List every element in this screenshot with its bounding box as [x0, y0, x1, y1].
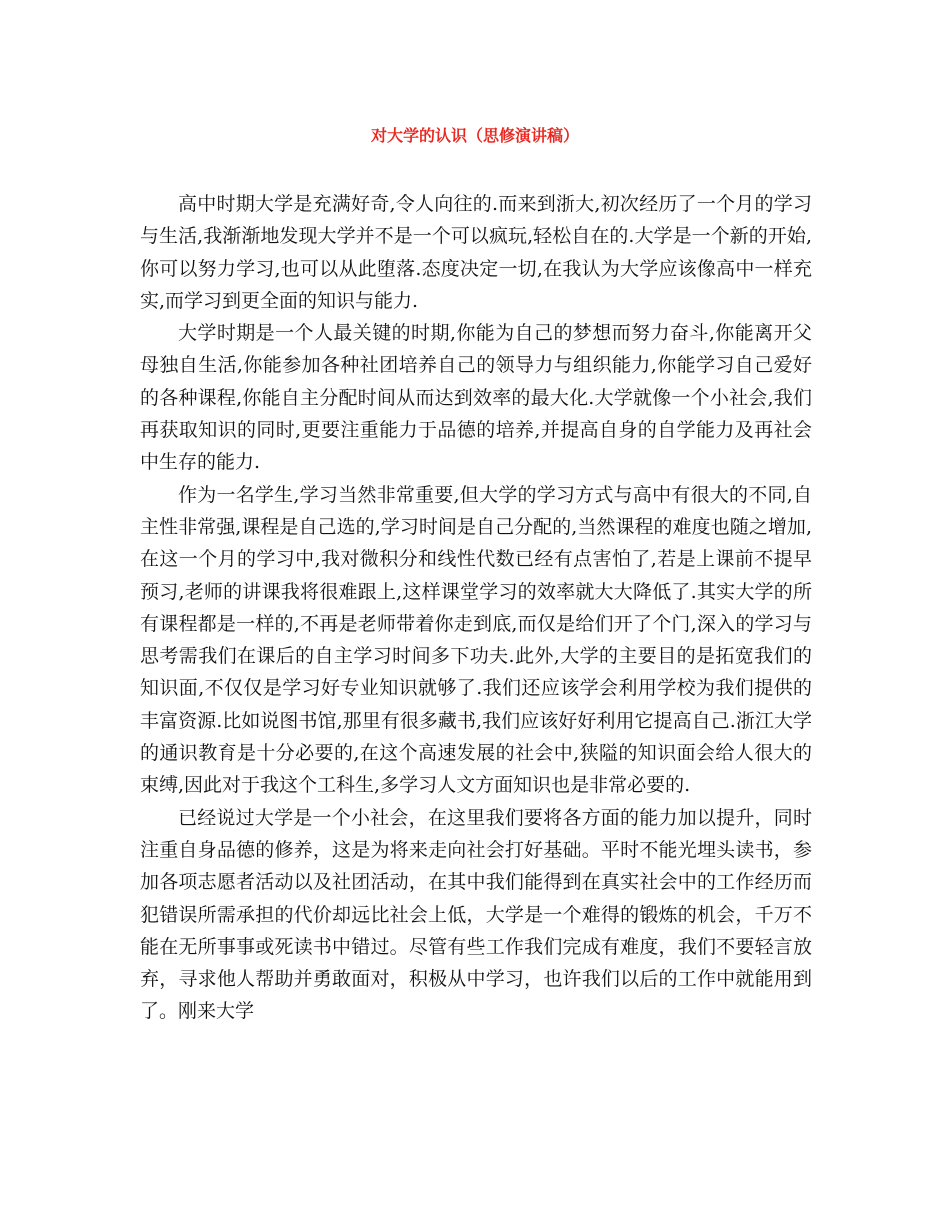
- paragraph-1: 高中时期大学是充满好奇,令人向往的.而来到浙大,初次经历了一个月的学习与生活,我渐渐地发现大学并不是一个可以疯玩,轻松自在的.大学是一个新的开始,你可以努力学习,也可以从此堕落.态度决定一切,在我认为大学应该像高中一样充实,而学习到更全面的知识与能力.: [140, 193, 812, 312]
- document-title: 对大学的认识（思修演讲稿）: [370, 126, 579, 145]
- paragraph-2: 大学时期是一个人最关键的时期,你能为自己的梦想而努力奋斗,你能离开父母独自生活,你能参加各种社团培养自己的领导力与组织能力,你能学习自己爱好的各种课程,你能自主分配时间从而达到效率的最大化.大学就像一个小社会,我们再获取知识的同时,更要注重能力于品德的培养,并提高自身的自学能力及再社会中生存的能力.: [140, 322, 812, 474]
- document-body: [140, 188, 812, 1028]
- paragraph-4: 已经说过大学是一个小社会，在这里我们要将各方面的能力加以提升，同时注重自身品德的修养，这是为将来走向社会打好基础。平时不能光埋头读书，参加各项志愿者活动以及社团活动，在其中我们能得到在真实社会中的工作经历而犯错误所需承担的代价却远比社会上低，大学是一个难得的锻炼的机会，千万不能在无所事事或死读书中错过。尽管有些工作我们完成有难度，我们不要轻言放弃，寻求他人帮助并勇敢面对，积极从中学习，也许我们以后的工作中就能用到了。刚来大学: [140, 806, 812, 1023]
- paragraph-3: 作为一名学生,学习当然非常重要,但大学的学习方式与高中有很大的不同,自主性非常强,课程是自己选的,学习时间是自己分配的,当然课程的难度也随之增加,在这一个月的学习中,我对微积分和线性代数已经有点害怕了,若是上课前不提早预习,老师的讲课我将很难跟上,这样课堂学习的效率就大大降低了.其实大学的所有课程都是一样的,不再是老师带着你走到底,而仅是给们开了个门,深入的学习与思考需我们在课后的自主学习时间多下功夫.此外,大学的主要目的是拓宽我们的知识面,不仅仅是学习好专业知识就够了.我们还应该学会利用学校为我们提供的丰富资源.比如说图书馆,那里有很多藏书,我们应该好好利用它提高自己.浙江大学的通识教育是十分必要的,在这个高速发展的社会中,狭隘的知识面会给人很大的束缚,因此对于我这个工科生,多学习人文方面知识也是非常必要的.: [140, 483, 812, 797]
